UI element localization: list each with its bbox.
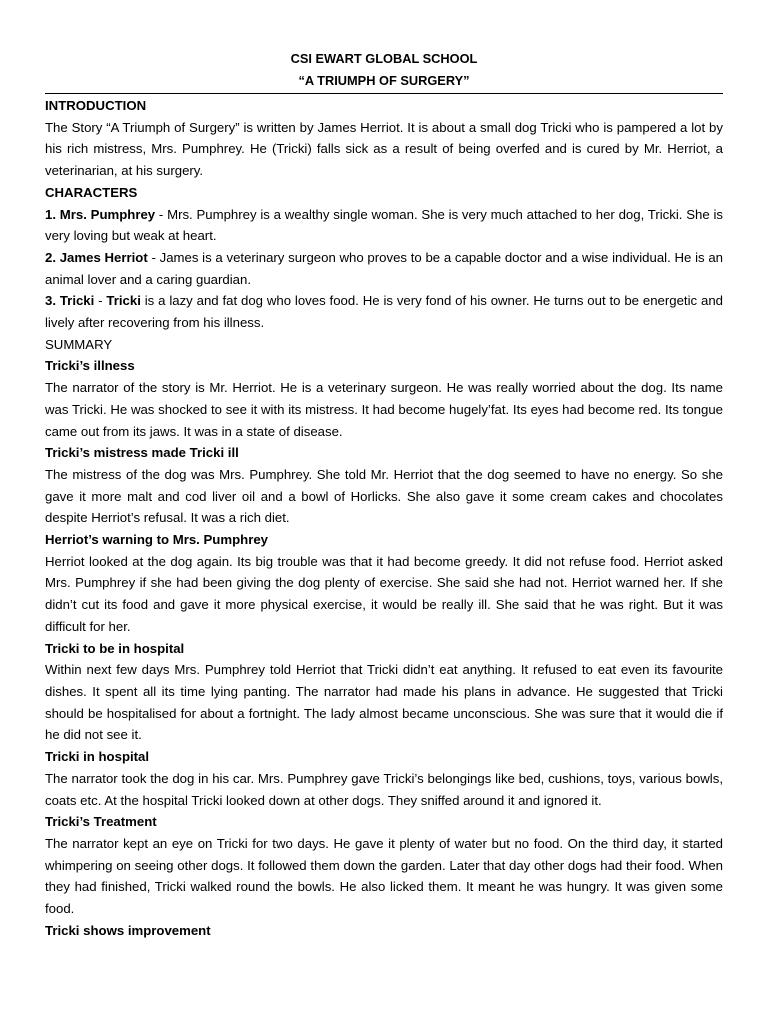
document-page [45,48,723,941]
character-description: James is a veterinary surgeon who proves to be a capable doctor and a wise individual. He is an animal lover and a caring guardian. [45,249,723,287]
document-title: “A TRIUMPH OF SURGERY” [298,73,470,88]
document-header [45,48,723,92]
section-heading: Tricki shows improvement [45,922,211,938]
section-heading: Tricki’s Treatment [45,814,157,830]
character-name: 3. Tricki [45,293,95,309]
characters-heading: CHARACTERS [45,184,138,200]
character-name: 2. James Herriot [45,249,148,265]
section-text: The narrator took the dog in his car. Mrs. Pumphrey gave Tricki’s belongings like bed, cushions, toys, various bowls, coats etc. At the hospital Tricki looked down at other dogs. They sniffed around it and ignored it. [45,770,723,808]
section-heading: Tricki’s illness [45,358,135,374]
section-text: The mistress of the dog was Mrs. Pumphrey. She told Mr. Herriot that the dog seemed to have no energy. So she gave it more malt and cod liver oil and a bowl of Horlicks. She also gave it some cream cakes and chocolates despite Herriot’s refusal. It was a rich diet. [45,466,723,526]
section-heading: Herriot’s warning to Mrs. Pumphrey [45,532,269,548]
school-name: CSI EWART GLOBAL SCHOOL [290,51,478,66]
character-description: is a lazy and fat dog who loves food. He is very fond of his owner. He turns out to be energetic and lively after recovering from his illness. [45,293,723,331]
section-heading: Tricki in hospital [45,749,150,765]
character-bold-lead: Tricki [106,293,141,309]
character-item [45,204,723,247]
introduction-text: The Story “A Triumph of Surgery” is written by James Herriot. It is about a small dog Tricki who is pampered a lot by his rich mistress, Mrs. Pumphrey. He (Tricki) falls sick as a result of being overfed and is cured by Mr. Herriot, a veterinarian, at his surgery. [45,119,723,179]
section-text: Within next few days Mrs. Pumphrey told Herriot that Tricki didn’t eat anything. It refused to eat even its favourite dishes. It spent all its time lying panting. The narrator had made his plans in advance. He suggested that Tricki should be hospitalised for about a fortnight. The lady almost became unconscious. She was sure that it would die if he did not see it. [45,662,723,743]
introduction-heading: INTRODUCTION [45,98,147,113]
document-body [45,95,723,941]
character-item [45,290,723,333]
section-text: The narrator kept an eye on Tricki for two days. He gave it plenty of water but no food. On the third day, it started whimpering on seeing other dogs. It followed them down the garden. Later that day other dogs had their food. When they had finished, Tricki walked round the bowls. He also licked them. It meant he was hungry. It was given some food. [45,835,723,917]
character-separator: - [94,293,107,309]
section-text: Herriot looked at the dog again. Its big trouble was that it had become greedy. It did not refuse food. Herriot asked Mrs. Pumphrey if she had been giving the dog plenty of exercise. She said she had not. Herriot warned her. If she didn’t cut its food and gave it more physical exercise, it would be really ill. She said that he was right. But it was difficult for her. [45,553,723,634]
section-heading: Tricki to be in hospital [45,640,185,656]
section-heading: Tricki’s mistress made Tricki ill [45,445,239,461]
summary-heading: SUMMARY [45,336,113,352]
character-name: 1. Mrs. Pumphrey [45,206,156,222]
section-text: The narrator of the story is Mr. Herriot. He is a veterinary surgeon. He was really worried about the dog. Its name was Tricki. He was shocked to see it with its mistress. It had become hugely’fat. Its eyes had become red. Its tongue came out from its jaws. It was in a state of disease. [45,380,723,439]
character-item [45,247,723,290]
character-separator: - [155,206,168,222]
character-description: Mrs. Pumphrey is a wealthy single woman. She is very much attached to her dog, Tricki. She is very loving but weak at heart. [45,206,723,244]
header-divider [45,93,723,94]
character-separator: - [147,249,160,265]
